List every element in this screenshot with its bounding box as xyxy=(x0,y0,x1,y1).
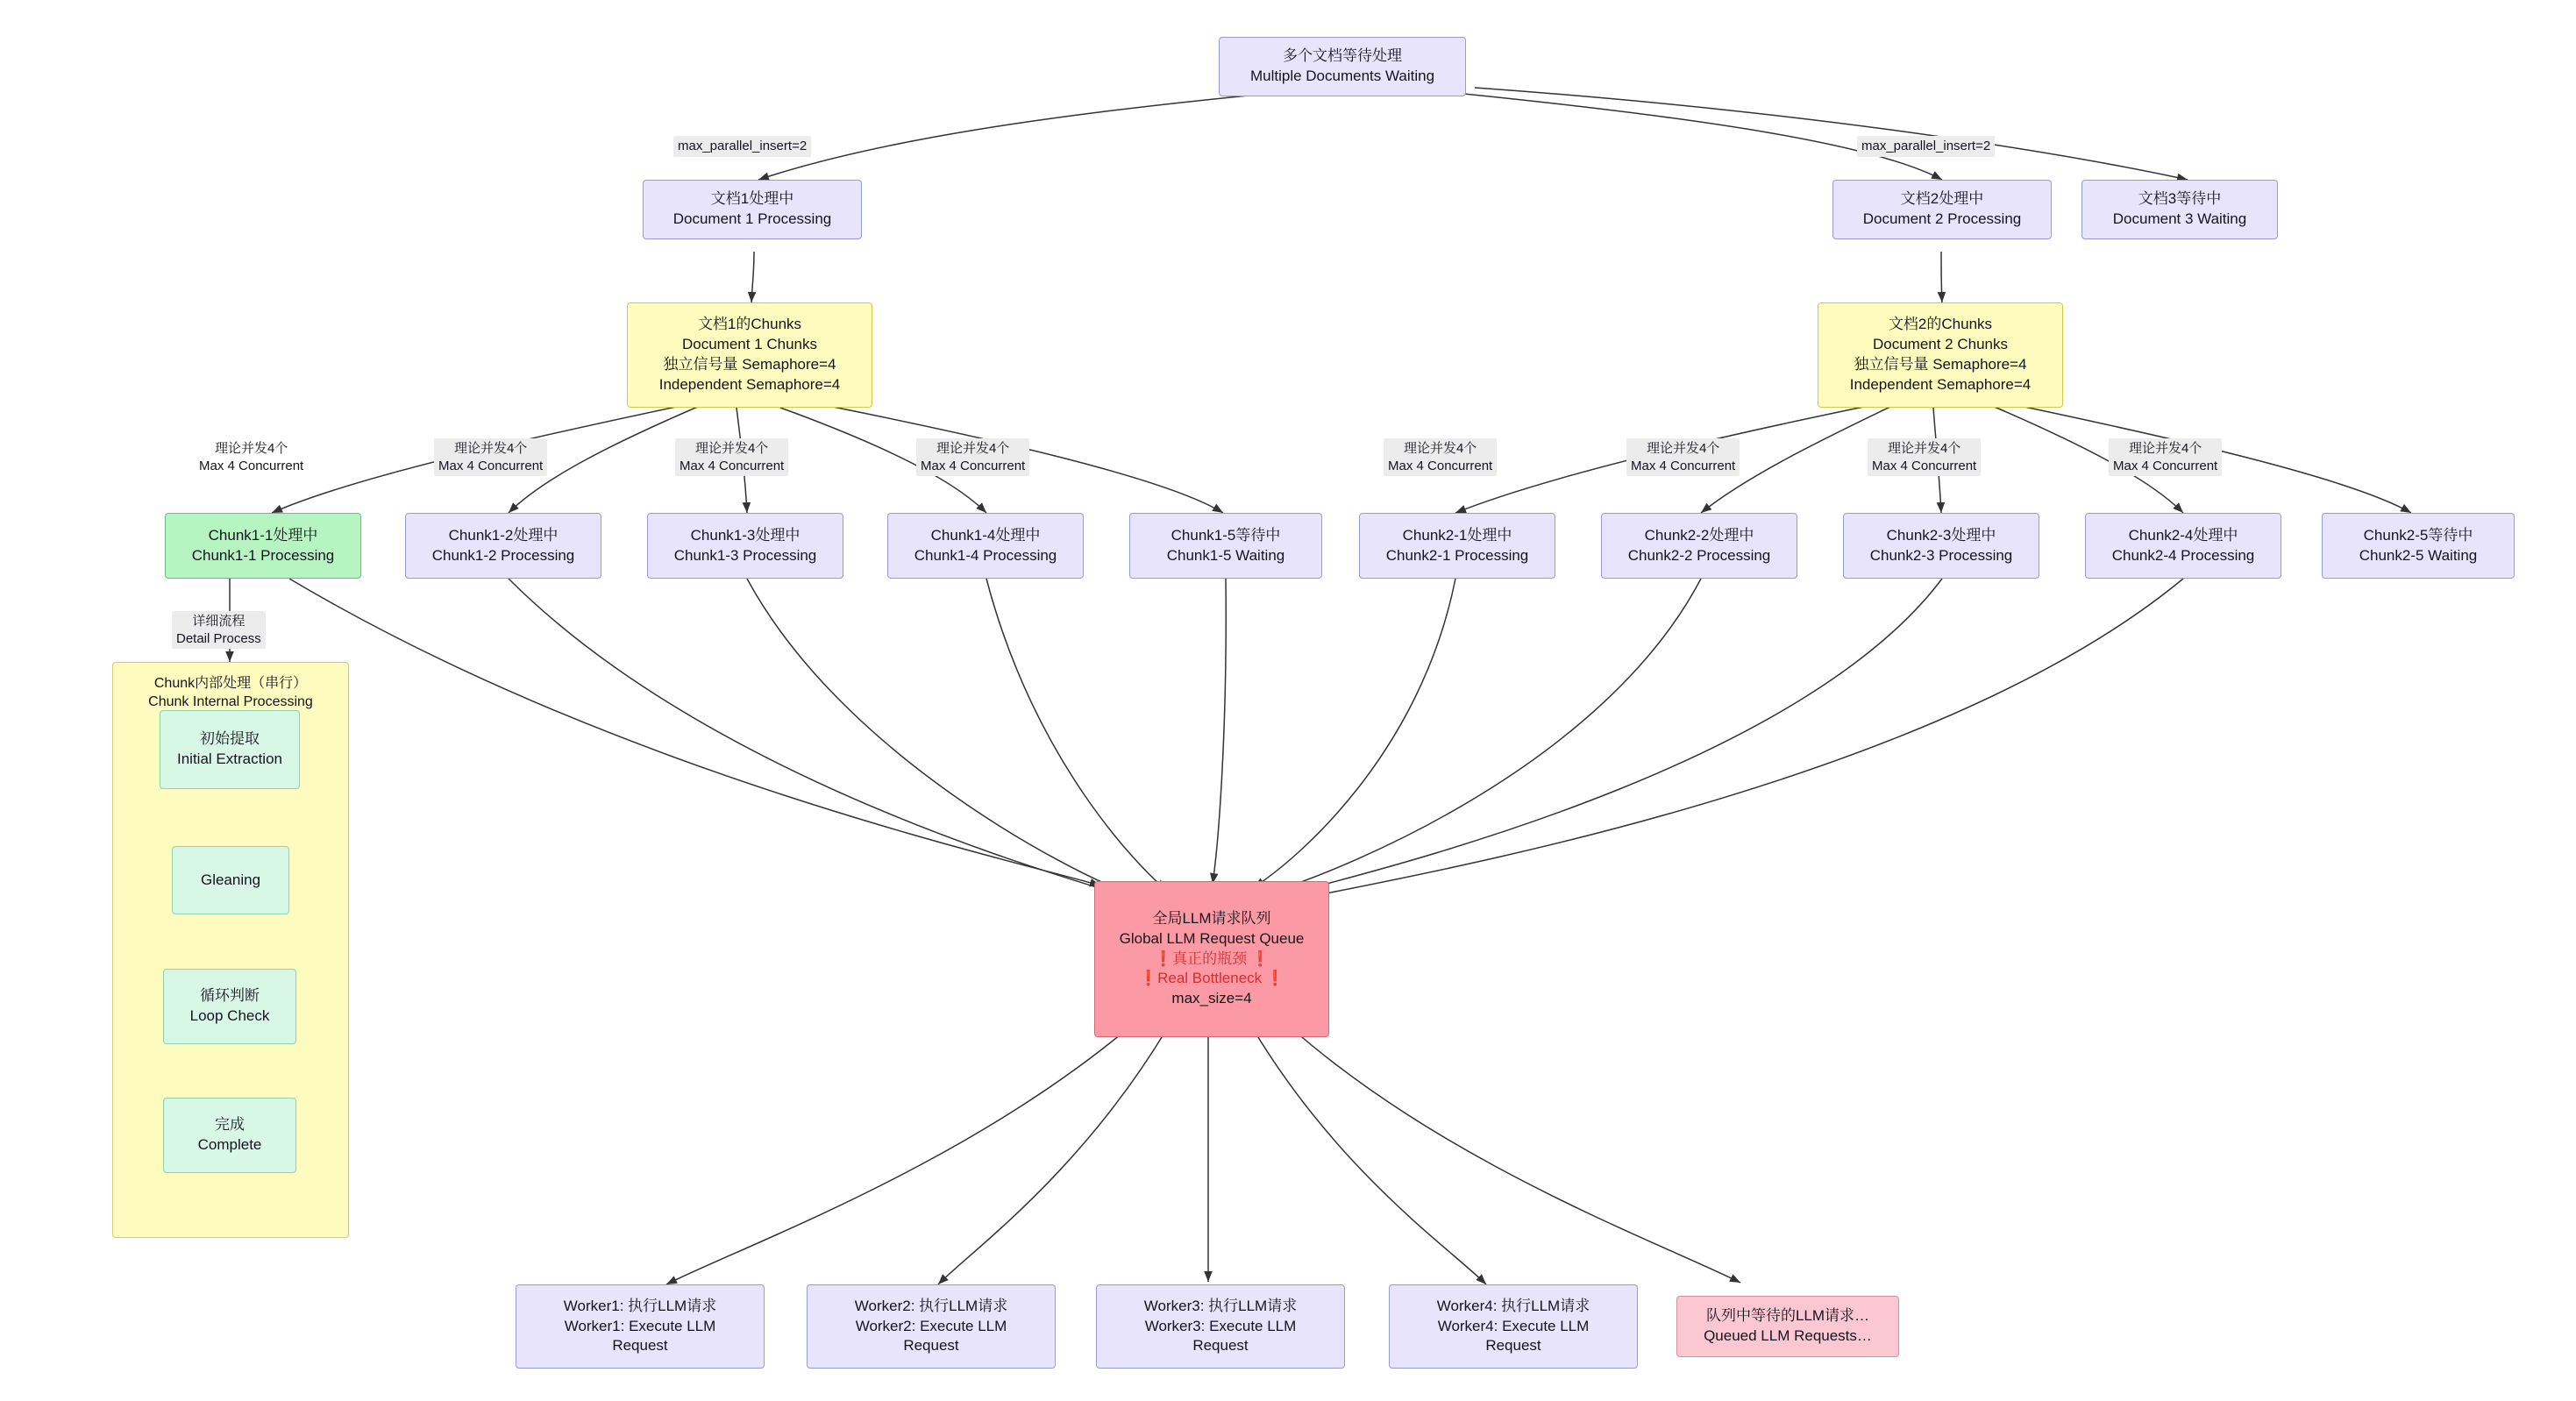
node-c2-4-zh: Chunk2-4处理中 xyxy=(2128,526,2238,544)
node-loop-check[interactable] xyxy=(163,969,296,1044)
node-chunks1-zh: 文档1的Chunks xyxy=(697,316,802,333)
node-initial-extraction[interactable] xyxy=(160,710,300,789)
node-loop-en: Loop Check xyxy=(189,1007,270,1024)
node-chunks1-sem-en: Independent Semaphore=4 xyxy=(658,375,841,393)
node-doc2-en: Document 2 Processing xyxy=(1862,210,2022,227)
node-gleaning[interactable] xyxy=(172,846,289,914)
node-chunks2-zh: 文档2的Chunks xyxy=(1888,316,1993,333)
node-chunk1-5-waiting[interactable] xyxy=(1129,513,1322,579)
edge-label-concurrent-8 xyxy=(2109,438,2222,476)
node-multiple-documents-waiting[interactable] xyxy=(1219,37,1466,96)
node-c1-2-zh: Chunk1-2处理中 xyxy=(448,526,559,544)
edge-label-detail-zh: 详细流程 xyxy=(192,614,246,629)
node-worker4-en: Worker4: Execute LLM xyxy=(1437,1317,1590,1334)
cluster-label-en: Chunk Internal Processing xyxy=(148,693,313,709)
node-complete[interactable] xyxy=(163,1098,296,1173)
edge-label-concurrent-4 xyxy=(916,438,1029,476)
node-complete-en: Complete xyxy=(197,1136,262,1153)
node-c1-1-zh: Chunk1-1处理中 xyxy=(208,526,318,544)
node-c1-4-en: Chunk1-4 Processing xyxy=(914,546,1057,564)
node-document-3-waiting[interactable] xyxy=(2081,180,2278,239)
edge-label-conc3-zh: 理论并发4个 xyxy=(694,441,769,456)
node-worker1-en2: Request xyxy=(612,1337,668,1355)
node-c1-3-zh: Chunk1-3处理中 xyxy=(690,526,801,544)
edge-label-conc7-zh: 理论并发4个 xyxy=(1887,441,1961,456)
node-queue-en: Global LLM Request Queue xyxy=(1119,929,1305,947)
edge-label-conc2-zh: 理论并发4个 xyxy=(453,441,528,456)
node-c1-5-en: Chunk1-5 Waiting xyxy=(1166,546,1285,564)
node-root-en: Multiple Documents Waiting xyxy=(1249,68,1435,84)
node-document-2-chunks[interactable] xyxy=(1818,302,2063,408)
node-c1-4-zh: Chunk1-4处理中 xyxy=(930,526,1041,544)
edge-label-conc1-en: Max 4 Concurrent xyxy=(199,458,304,473)
node-chunks2-sem-en: Independent Semaphore=4 xyxy=(1849,375,2032,393)
node-c2-5-zh: Chunk2-5等待中 xyxy=(2363,526,2473,544)
edge-label-conc1-zh: 理论并发4个 xyxy=(214,441,288,456)
node-worker1-zh: Worker1: 执行LLM请求 xyxy=(563,1297,717,1314)
edge-label-parallel2-text: max_parallel_insert=2 xyxy=(1861,139,1991,153)
node-worker2-en2: Request xyxy=(903,1337,959,1355)
edge-label-conc2-en: Max 4 Concurrent xyxy=(438,458,544,473)
node-chunk2-5-waiting[interactable] xyxy=(2322,513,2515,579)
node-worker3[interactable] xyxy=(1096,1284,1345,1369)
node-worker4-en2: Request xyxy=(1485,1337,1541,1355)
node-worker1-en: Worker1: Execute LLM xyxy=(564,1317,716,1334)
node-worker2-zh: Worker2: 执行LLM请求 xyxy=(854,1297,1008,1314)
cluster-label-zh: Chunk内部处理（串行） xyxy=(153,676,308,691)
edge-label-conc6-zh: 理论并发4个 xyxy=(1646,441,1720,456)
node-c1-1-en: Chunk1-1 Processing xyxy=(191,546,335,564)
node-doc2-zh: 文档2处理中 xyxy=(1900,190,1984,208)
node-doc1-en: Document 1 Processing xyxy=(672,210,832,227)
node-global-llm-request-queue[interactable] xyxy=(1094,881,1329,1037)
node-loop-zh: 循环判断 xyxy=(200,987,260,1005)
edge-label-detail-en: Detail Process xyxy=(176,630,261,646)
node-worker2-en: Worker2: Execute LLM xyxy=(855,1317,1007,1334)
edge-label-conc4-zh: 理论并发4个 xyxy=(936,441,1010,456)
edge-label-conc8-zh: 理论并发4个 xyxy=(2128,441,2202,456)
edge-label-conc5-en: Max 4 Concurrent xyxy=(1388,458,1493,473)
node-c2-2-en: Chunk2-2 Processing xyxy=(1627,546,1771,564)
node-chunk1-1-processing[interactable] xyxy=(165,513,361,579)
node-chunks2-sem-zh: 独立信号量 Semaphore=4 xyxy=(1854,356,2027,373)
edge-label-conc8-en: Max 4 Concurrent xyxy=(2113,458,2218,473)
node-worker3-en: Worker3: Execute LLM xyxy=(1144,1317,1297,1334)
edge-label-max-parallel-insert-1 xyxy=(673,136,811,157)
node-chunk1-3-processing[interactable] xyxy=(647,513,843,579)
node-chunk1-2-processing[interactable] xyxy=(405,513,601,579)
node-complete-zh: 完成 xyxy=(215,1116,245,1134)
node-document-2-processing[interactable] xyxy=(1832,180,2052,239)
node-c1-5-zh: Chunk1-5等待中 xyxy=(1171,526,1281,544)
node-chunks1-en: Document 1 Chunks xyxy=(681,336,818,353)
edge-label-concurrent-7 xyxy=(1868,438,1981,476)
edge-label-concurrent-3 xyxy=(675,438,788,476)
node-chunk2-4-processing[interactable] xyxy=(2085,513,2281,579)
node-c2-3-zh: Chunk2-3处理中 xyxy=(1886,526,1996,544)
node-c2-2-zh: Chunk2-2处理中 xyxy=(1644,526,1754,544)
node-c2-4-en: Chunk2-4 Processing xyxy=(2111,546,2255,564)
node-worker4[interactable] xyxy=(1389,1284,1638,1369)
node-queued-zh: 队列中等待的LLM请求… xyxy=(1705,1307,1870,1325)
node-chunk1-4-processing[interactable] xyxy=(887,513,1084,579)
node-chunk2-2-processing[interactable] xyxy=(1601,513,1797,579)
edge-label-conc5-zh: 理论并发4个 xyxy=(1403,441,1477,456)
node-queue-bottleneck-en: ❗Real Bottleneck ❗ xyxy=(1138,970,1285,987)
node-worker4-zh: Worker4: 执行LLM请求 xyxy=(1436,1297,1590,1314)
edge-label-concurrent-2 xyxy=(434,438,547,476)
edge-label-concurrent-1 xyxy=(195,438,308,476)
node-queue-maxsize: max_size=4 xyxy=(1171,990,1252,1007)
node-initial-en: Initial Extraction xyxy=(177,750,282,767)
node-document-1-chunks[interactable] xyxy=(627,302,872,408)
node-c1-3-en: Chunk1-3 Processing xyxy=(673,546,817,564)
node-initial-zh: 初始提取 xyxy=(200,730,260,748)
node-doc1-zh: 文档1处理中 xyxy=(710,190,794,208)
edge-label-max-parallel-insert-2 xyxy=(1857,136,1995,157)
node-c2-3-en: Chunk2-3 Processing xyxy=(1869,546,2013,564)
edge-label-parallel1-text: max_parallel_insert=2 xyxy=(678,139,808,153)
node-worker1[interactable] xyxy=(516,1284,765,1369)
node-worker2[interactable] xyxy=(807,1284,1056,1369)
node-chunks2-en: Document 2 Chunks xyxy=(1872,336,2009,353)
node-doc3-en: Document 3 Waiting xyxy=(2112,210,2247,227)
node-c2-1-zh: Chunk2-1处理中 xyxy=(1402,526,1512,544)
node-queued-llm-requests[interactable] xyxy=(1676,1296,1899,1357)
chunk-internal-cluster-label xyxy=(112,675,349,712)
edge-label-conc4-en: Max 4 Concurrent xyxy=(921,458,1026,473)
node-queue-zh: 全局LLM请求队列 xyxy=(1152,909,1271,927)
node-queue-bottleneck-zh: ❗真正的瓶颈 ❗ xyxy=(1153,949,1270,967)
node-root-zh: 多个文档等待处理 xyxy=(1283,47,1402,65)
node-chunk2-1-processing[interactable] xyxy=(1359,513,1555,579)
node-document-1-processing[interactable] xyxy=(643,180,862,239)
edge-label-detail-process xyxy=(172,611,266,649)
node-chunk2-3-processing[interactable] xyxy=(1843,513,2039,579)
node-worker3-zh: Worker3: 执行LLM请求 xyxy=(1143,1297,1298,1314)
edge-label-conc7-en: Max 4 Concurrent xyxy=(1872,458,1977,473)
edge-label-concurrent-6 xyxy=(1626,438,1740,476)
node-chunks1-sem-zh: 独立信号量 Semaphore=4 xyxy=(663,356,836,373)
node-c1-2-en: Chunk1-2 Processing xyxy=(431,546,575,564)
node-queued-en: Queued LLM Requests… xyxy=(1704,1327,1872,1344)
node-c2-5-en: Chunk2-5 Waiting xyxy=(2359,546,2478,564)
edge-label-conc3-en: Max 4 Concurrent xyxy=(680,458,785,473)
edge-label-conc6-en: Max 4 Concurrent xyxy=(1631,458,1736,473)
edge-label-concurrent-5 xyxy=(1384,438,1497,476)
node-worker3-en2: Request xyxy=(1192,1337,1249,1355)
node-gleaning-label: Gleaning xyxy=(200,871,261,888)
node-doc3-zh: 文档3等待中 xyxy=(2138,190,2222,208)
node-c2-1-en: Chunk2-1 Processing xyxy=(1385,546,1529,564)
